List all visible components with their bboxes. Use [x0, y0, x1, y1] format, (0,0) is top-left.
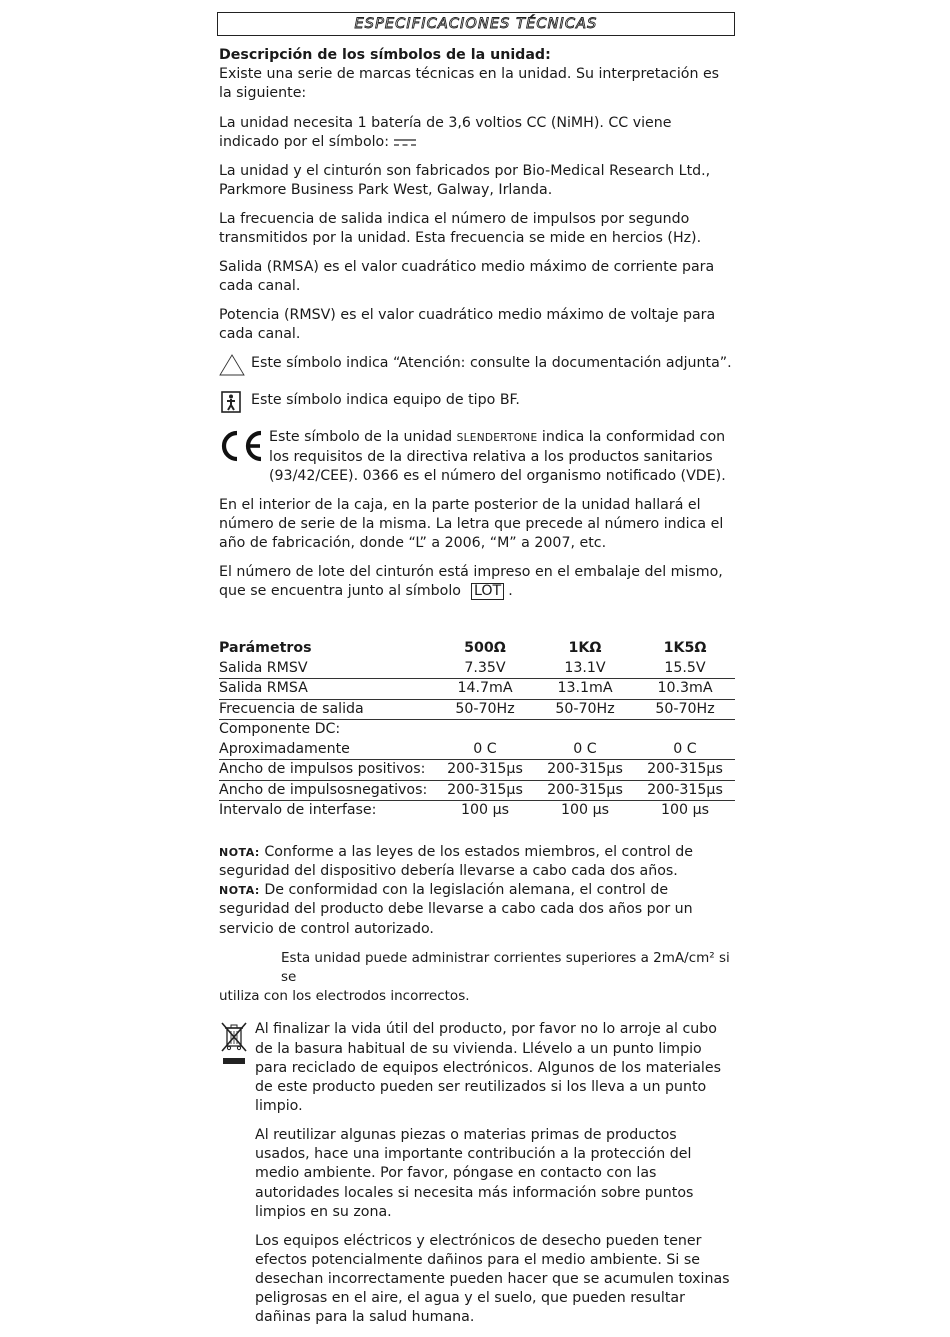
row-value: 200-315µs — [635, 760, 735, 781]
row-value: 100 µs — [460, 802, 509, 819]
lot-text-end: . — [508, 583, 513, 600]
row-value: 0 C — [535, 740, 635, 760]
frequency-paragraph: La frecuencia de salida indica el número de impulsos por segundo transmitidos por la unidad. Esta frecuencia se mide en hercios (Hz). — [219, 210, 702, 246]
row-value — [635, 720, 735, 740]
weee-section — [219, 1020, 735, 1337]
row-value: 50-70Hz — [435, 699, 535, 720]
row-value: 200-315µs — [535, 780, 635, 801]
table-header: 1K5Ω — [663, 640, 707, 657]
symbols-heading: Descripción de los símbolos de la unidad: — [219, 47, 551, 63]
row-label: Intervalo de interfase: — [219, 802, 377, 819]
row-value: 13.1V — [535, 659, 635, 679]
lot-text: El número de lote del cinturón está impreso en el embalaje del mismo, que se encuentra junto al símbolo — [219, 563, 723, 600]
row-value: 7.35V — [435, 659, 535, 679]
row-value: 200-315µs — [435, 760, 535, 781]
crossed-bin-icon — [219, 1020, 249, 1068]
spec-page — [219, 12, 735, 1337]
ce-text — [269, 428, 735, 487]
row-value: 200-315µs — [435, 780, 535, 801]
weee-paragraph-3: Los equipos eléctricos y electrónicos de desecho pueden tener efectos potencialmente dañinos para el medio ambiente. Si se desechan incorrectamente pueden hacer que se acumulen toxinas peligrosas en el aire, el agua y el suelo, que pueden resultar dañinas para la salud humana. — [255, 1232, 730, 1326]
lot-symbol-icon: LOT — [471, 583, 504, 600]
row-value: 200-315µs — [535, 760, 635, 781]
weee-paragraph-1: Al finalizar la vida útil del producto, por favor no lo arroje al cubo de la basura habitual de su vivienda. Llévelo a un punto limpio para reciclado de equipos electrónicos. Algunos de los materiales de este producto pueden ser reutilizados si los lleva a un punto limpio. — [255, 1021, 721, 1115]
brand-name: SLENDERTONE — [456, 432, 538, 445]
attention-row — [219, 354, 735, 382]
warning-triangle-icon — [219, 354, 245, 376]
row-label: Ancho de impulsos positivos: — [219, 760, 435, 781]
rmsa-paragraph: Salida (RMSA) es el valor cuadrático medio máximo de corriente para cada canal. — [219, 258, 715, 294]
row-label: Aproximadamente — [219, 740, 435, 760]
warning-line-2: utiliza con los electrodos incorrectos. — [219, 988, 470, 1005]
row-value — [435, 720, 535, 740]
weee-paragraph-2: Al reutilizar algunas piezas o materias primas de productos usados, hace una importante contribución a la protección del medio ambiente. Por favor, póngase en contacto con las autoridades locales si necesita más información sobre puntos limpios en su zona. — [255, 1126, 694, 1220]
ce-row — [219, 428, 735, 487]
row-value: 0 C — [635, 740, 735, 760]
table-row — [219, 740, 735, 760]
row-value: 50-70Hz — [535, 699, 635, 720]
row-value: 200-315µs — [635, 780, 735, 801]
serial-paragraph: En el interior de la caja, en la parte posterior de la unidad hallará el número de serie de la misma. La letra que precede al número indica el año de fabricación, donde “L” a 2006, “M” a 2007, etc. — [219, 496, 724, 552]
bf-text: Este símbolo indica equipo de tipo BF. — [251, 391, 520, 408]
battery-paragraph — [219, 114, 735, 152]
row-value: 13.1mA — [535, 679, 635, 700]
weee-text — [255, 1020, 735, 1337]
ce-text-pre: Este símbolo de la unidad — [269, 429, 453, 446]
lot-paragraph — [219, 563, 735, 601]
row-value: 10.3mA — [635, 679, 735, 700]
row-label: Ancho de impulsosnegativos: — [219, 780, 435, 801]
table-row — [219, 801, 735, 821]
note-1 — [219, 843, 735, 881]
table-header: Parámetros — [219, 640, 312, 657]
table-header: 500Ω — [464, 640, 506, 657]
row-label: Frecuencia de salida — [219, 699, 435, 720]
table-header: 1KΩ — [568, 640, 602, 657]
warning-line-1: Esta unidad puede administrar corrientes superiores a 2mA/cm² si se — [281, 949, 730, 985]
table-row — [219, 720, 735, 740]
manufacturer-paragraph: La unidad y el cinturón son fabricados por Bio-Medical Research Ltd., Parkmore Business Park West, Galway, Irlanda. — [219, 162, 711, 198]
battery-text: La unidad necesita 1 batería de 3,6 voltios CC (NiMH). CC viene indicado por el símbolo: — [219, 114, 672, 150]
page-title: ESPECIFICACIONES TÉCNICAS — [217, 12, 735, 36]
note-2-text: De conformidad con la legislación alemana, el control de seguridad del producto debe llevarse a cabo cada dos años por un servicio de control autorizado. — [219, 882, 693, 937]
ce-mark-icon — [219, 428, 265, 464]
parameters-table — [219, 639, 735, 821]
row-value: 50-70Hz — [635, 699, 735, 720]
row-label: Salida RMSV — [219, 659, 435, 679]
attention-text: Este símbolo indica “Atención: consulte la documentación adjunta”. — [251, 354, 732, 371]
ce-text-post: indica la conformidad con los requisitos de la directiva relativa a los productos sanitarios (93/42/CEE). 0366 es el número del organismo notificado (VDE). — [269, 429, 726, 485]
bf-row — [219, 391, 735, 419]
row-label: Salida RMSA — [219, 679, 435, 700]
notes-block — [219, 843, 735, 1007]
table-row — [219, 699, 735, 720]
row-value — [535, 720, 635, 740]
dc-symbol-icon — [394, 137, 416, 147]
table-row — [219, 679, 735, 700]
nota-label: NOTA: — [219, 845, 260, 859]
symbols-heading-block — [219, 46, 735, 104]
row-value: 100 µs — [560, 802, 609, 819]
rmsv-paragraph: Potencia (RMSV) es el valor cuadrático medio máximo de voltaje para cada canal. — [219, 306, 716, 342]
row-value: 100 µs — [660, 802, 709, 819]
symbols-intro: Existe una serie de marcas técnicas en la unidad. Su interpretación es la siguiente: — [219, 66, 720, 102]
current-warning — [219, 949, 735, 1007]
row-value: 14.7mA — [435, 679, 535, 700]
note-1-text: Conforme a las leyes de los estados miembros, el control de seguridad del dispositivo debería llevarse a cabo cada dos años. — [219, 843, 693, 879]
row-value: 0 C — [435, 740, 535, 760]
table-row — [219, 659, 735, 679]
type-bf-icon — [219, 391, 243, 413]
nota-label: NOTA: — [219, 884, 260, 898]
table-row — [219, 760, 735, 781]
table-row — [219, 780, 735, 801]
note-2 — [219, 881, 735, 939]
row-value: 15.5V — [635, 659, 735, 679]
table-header-row — [219, 639, 735, 659]
row-label: Componente DC: — [219, 721, 341, 738]
